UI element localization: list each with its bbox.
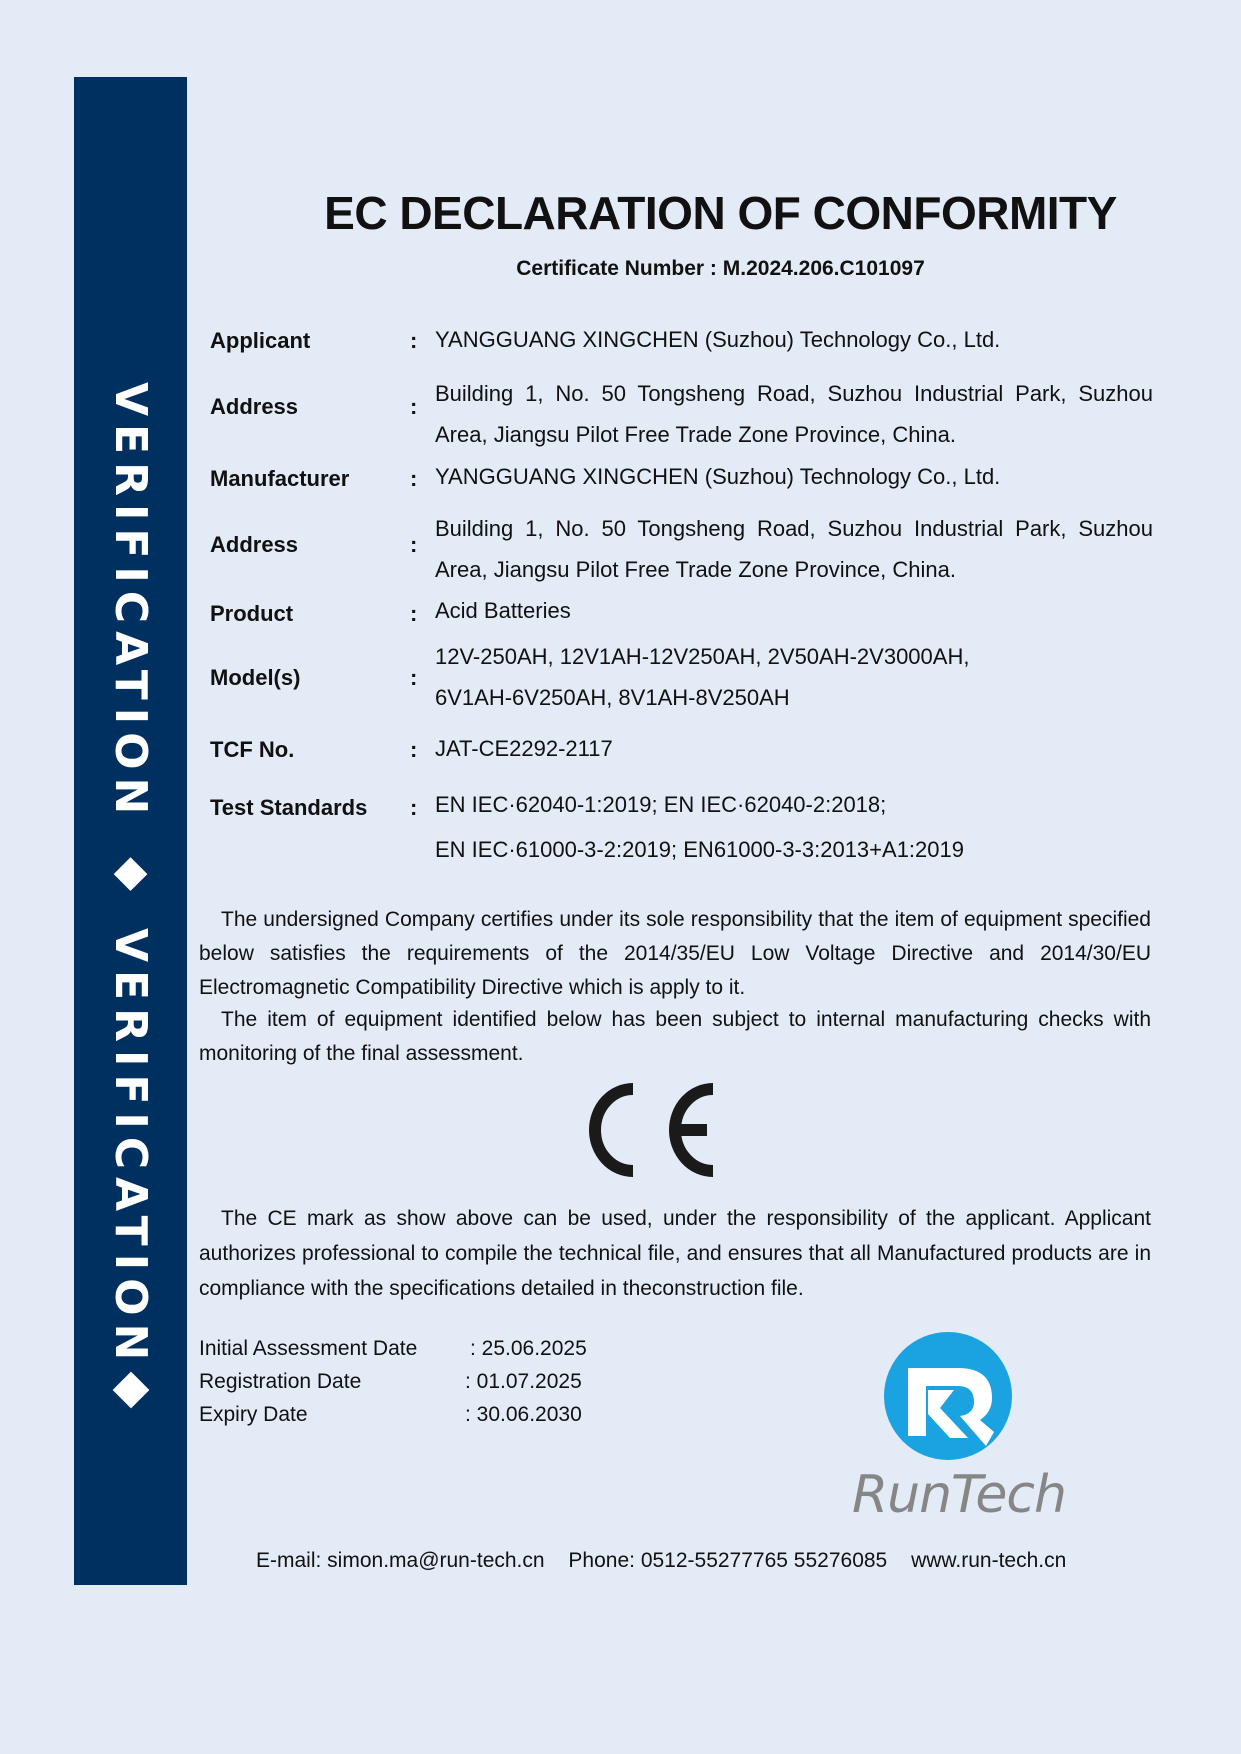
paragraph-text: The item of equipment identified below has been subject to internal manufacturing checks with monitoring of the final assessment. (199, 1008, 1151, 1065)
field-manufacturer (210, 462, 1153, 502)
field-value: Building 1, No. 50 Tongsheng Road, Suzhou Industrial Park, Suzhou Area, Jiangsu Pilot Free Trade Zone Province, China. (435, 381, 1153, 447)
field-value: Building 1, No. 50 Tongsheng Road, Suzhou Industrial Park, Suzhou Area, Jiangsu Pilot Free Trade Zone Province, China. (435, 516, 1153, 582)
date-value: : 25.06.2025 (470, 1337, 587, 1360)
field-colon: : (410, 795, 418, 820)
footer-contact (256, 1549, 1084, 1573)
field-test-standards (210, 782, 1153, 872)
field-colon: : (410, 394, 418, 419)
field-colon: : (410, 601, 418, 626)
ce-mark-icon (575, 1075, 740, 1185)
certificate-number: Certificate Number : M.2024.206.C101097 (516, 257, 925, 280)
paragraph-text: The undersigned Company certifies under its sole responsibility that the item of equipment specified below satisfies the requirements of the 2014/35/EU Low Voltage Directive and 2014/30/EU Electromagnetic Compatibility Directive which is apply to it. (199, 908, 1151, 999)
checks-paragraph (199, 1003, 1151, 1071)
date-label: Registration Date (199, 1370, 362, 1393)
document-title: EC DECLARATION OF CONFORMITY (324, 187, 1117, 239)
field-label: Address (210, 394, 299, 419)
footer-phone: Phone: 0512-55277765 55276085 (568, 1549, 888, 1572)
field-value: YANGGUANG XINGCHEN (Suzhou) Technology Co., Ltd. (435, 464, 1001, 489)
field-value: YANGGUANG XINGCHEN (Suzhou) Technology Co., Ltd. (435, 327, 1001, 352)
standard-line: EN IEC·61000-3-2:2019; EN61000-3-3:2013+A1:2019 (435, 837, 964, 862)
field-label: Address (210, 532, 299, 557)
sidebar-vertical-text: VERIFICATION ◆ VERIFICATION (105, 382, 156, 1369)
field-label: TCF No. (210, 737, 295, 762)
model-line: 12V-250AH, 12V1AH-12V250AH, 2V50AH-2V3000AH, (435, 644, 970, 669)
date-label: Expiry Date (199, 1403, 308, 1426)
date-value: : 30.06.2030 (465, 1403, 582, 1426)
field-label: Applicant (210, 328, 311, 353)
field-tcf-number (210, 737, 1153, 777)
runtech-wordmark: RunTech (852, 1465, 1066, 1525)
field-colon: : (410, 737, 418, 762)
footer-website[interactable]: www.run-tech.cn (911, 1549, 1067, 1572)
field-applicant (210, 328, 1153, 368)
field-colon: : (410, 532, 418, 557)
model-line: 6V1AH-6V250AH, 8V1AH-8V250AH (435, 685, 790, 710)
field-value (435, 782, 1153, 872)
field-models (210, 636, 1153, 718)
field-label: Test Standards (210, 795, 368, 820)
field-value: JAT-CE2292-2117 (435, 736, 613, 761)
field-colon: : (410, 665, 418, 690)
date-label: Initial Assessment Date (199, 1337, 418, 1360)
field-colon: : (410, 466, 418, 491)
field-value: Acid Batteries (435, 598, 571, 623)
paragraph-text: The CE mark as show above can be used, under the responsibility of the applicant. Applicant authorizes professional to compile the technical file, and ensures that all Manufactured products are in compliance with the specifications detailed in theconstruction file. (199, 1207, 1151, 1300)
date-value: : 01.07.2025 (465, 1370, 582, 1393)
field-product (210, 599, 1153, 639)
verification-sidebar (74, 77, 187, 1585)
field-label: Model(s) (210, 665, 301, 690)
field-label: Product (210, 601, 294, 626)
ce-mark-paragraph (199, 1201, 1151, 1306)
footer-email[interactable]: E-mail: simon.ma@run-tech.cn (256, 1549, 545, 1572)
certification-paragraph (199, 903, 1151, 1005)
field-value (435, 636, 1153, 718)
field-manufacturer-address (210, 508, 1153, 590)
field-colon: : (410, 328, 418, 353)
standard-line: EN IEC·62040-1:2019; EN IEC·62040-2:2018; (435, 792, 887, 817)
field-label: Manufacturer (210, 466, 350, 491)
sidebar-diamond-icon (112, 1372, 149, 1409)
field-applicant-address (210, 373, 1153, 455)
